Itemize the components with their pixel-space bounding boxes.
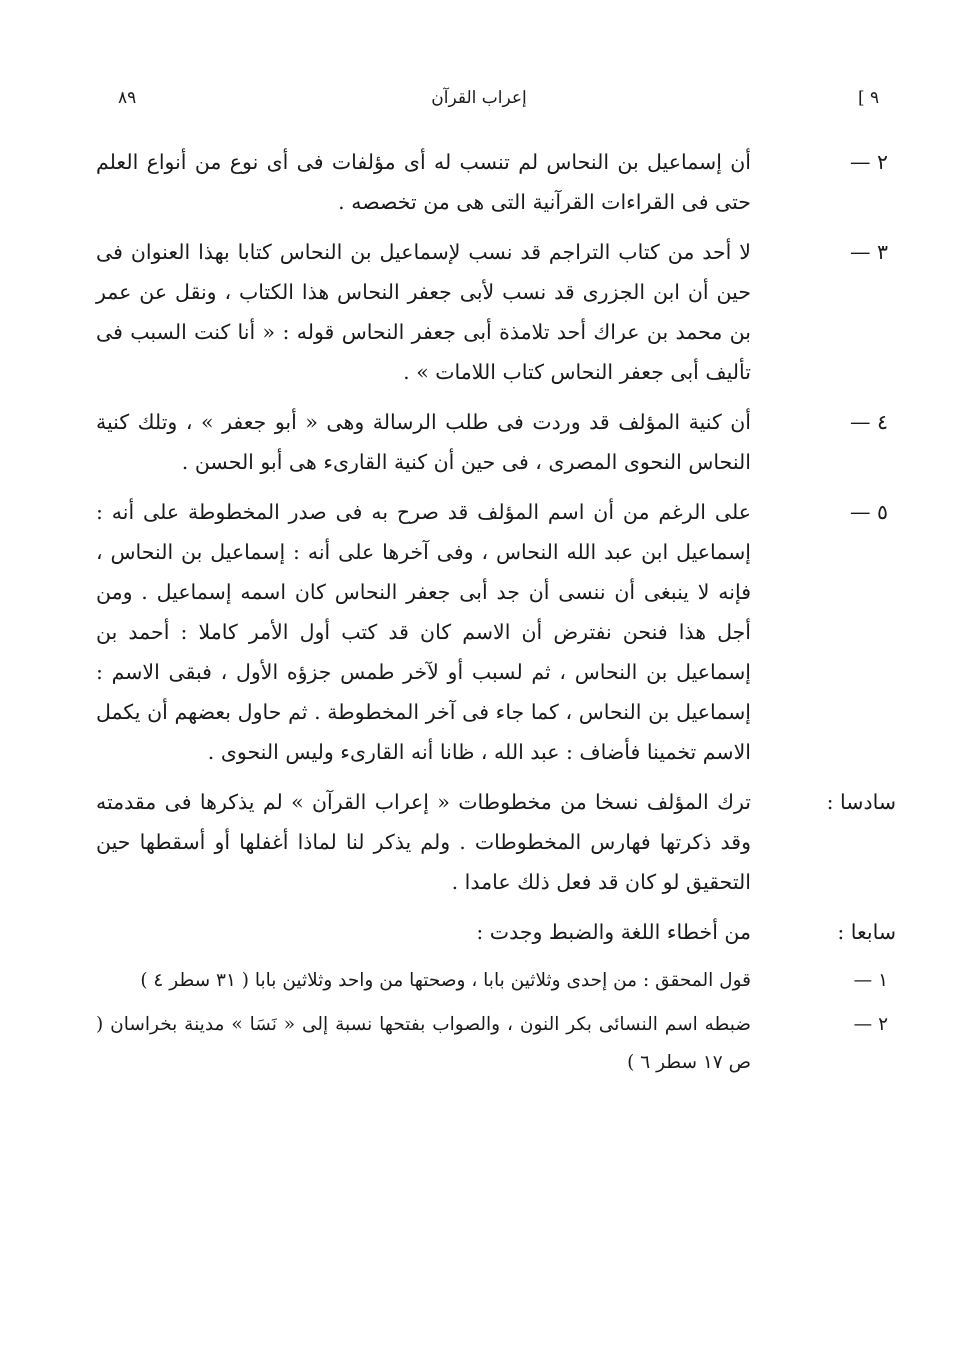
section-seventh	[96, 912, 896, 952]
item-text: أن إسماعيل بن النحاس لم تنسب له أى مؤلفات فى أى نوع من أنواع العلم حتى فى القراءات القرآنية التى هى من تخصصه .	[96, 150, 751, 214]
section-label: سادسا :	[826, 790, 896, 814]
item-number: ٥ —	[849, 500, 888, 524]
page-number: ٨٩	[118, 88, 137, 108]
item-text: على الرغم من أن اسم المؤلف قد صرح به فى صدر المخطوطة على أنه : إسماعيل ابن عبد الله النحاس ، وفى آخرها على أنه : إسماعيل بن النحاس ، فإنه لا ينبغى أن ننسى أن جد أبى جعفر النحاس كان اسمه إسماعيل . ومن أجل هذا فنحن نفترض أن الاسم كان قد كتب أول الأمر كاملا : أحمد بن إسماعيل بن النحاس ، ثم لسبب أو لآخر طمس جزؤه الأول ، فبقى الاسم : إسماعيل بن النحاس ، كما جاء فى آخر المخطوطة . ثم حاول بعضهم أن يكمل الاسم تخمينا فأضاف : عبد الله ، ظانا أنه القارىء وليس النحوى .	[96, 500, 751, 764]
list-item	[96, 232, 896, 392]
running-title: إعراب القرآن	[431, 88, 527, 108]
section-text: ترك المؤلف نسخا من مخطوطات « إعراب القرآن » لم يذكرها فى مقدمته وقد ذكرتها فهارس المخطوطات . ولم يذكر لنا لماذا أغفلها أو أسقطها حين التحقيق لو كان قد فعل ذلك عامدا .	[96, 790, 751, 894]
item-number: ٣ —	[849, 240, 888, 264]
page-header	[0, 88, 958, 118]
item-text: أن كنية المؤلف قد وردت فى طلب الرسالة وهى « أبو جعفر » ، وتلك كنية النحاس النحوى المصرى ، فى حين أن كنية القارىء هى أبو الحسن .	[96, 410, 751, 474]
section-label: سابعا :	[837, 920, 896, 944]
body-text	[96, 142, 896, 1088]
section-sixth	[96, 782, 896, 902]
item-number: ١ —	[853, 970, 888, 991]
list-item	[96, 492, 896, 772]
list-item	[96, 142, 896, 222]
item-number: ٢ —	[849, 150, 888, 174]
section-text: من أخطاء اللغة والضبط وجدت :	[476, 920, 751, 944]
list-item	[96, 1006, 896, 1082]
original-page-marker: [ ٩	[858, 88, 880, 108]
item-text: لا أحد من كتاب التراجم قد نسب لإسماعيل بن النحاس كتابا بهذا العنوان فى حين أن ابن الجزرى قد نسب لأبى جعفر النحاس هذا الكتاب ، ونقل عن عمر بن محمد بن عراك أحد تلامذة أبى جعفر النحاس قوله : « أنا كنت السبب فى تأليف أبى جعفر النحاس كتاب اللامات » .	[96, 240, 751, 384]
item-text: ضبطه اسم النسائى بكر النون ، والصواب بفتحها نسبة إلى « نَسَا » مدينة بخراسان ( ص ١٧ سطر ٦ )	[96, 1014, 751, 1073]
item-text: قول المحقق : من إحدى وثلاثين بابا ، وصحتها من واحد وثلاثين بابا ( ٣١ سطر ٤ )	[140, 970, 751, 991]
list-item	[96, 962, 896, 1000]
list-item	[96, 402, 896, 482]
item-number: ٤ —	[849, 410, 888, 434]
item-number: ٢ —	[853, 1014, 888, 1035]
